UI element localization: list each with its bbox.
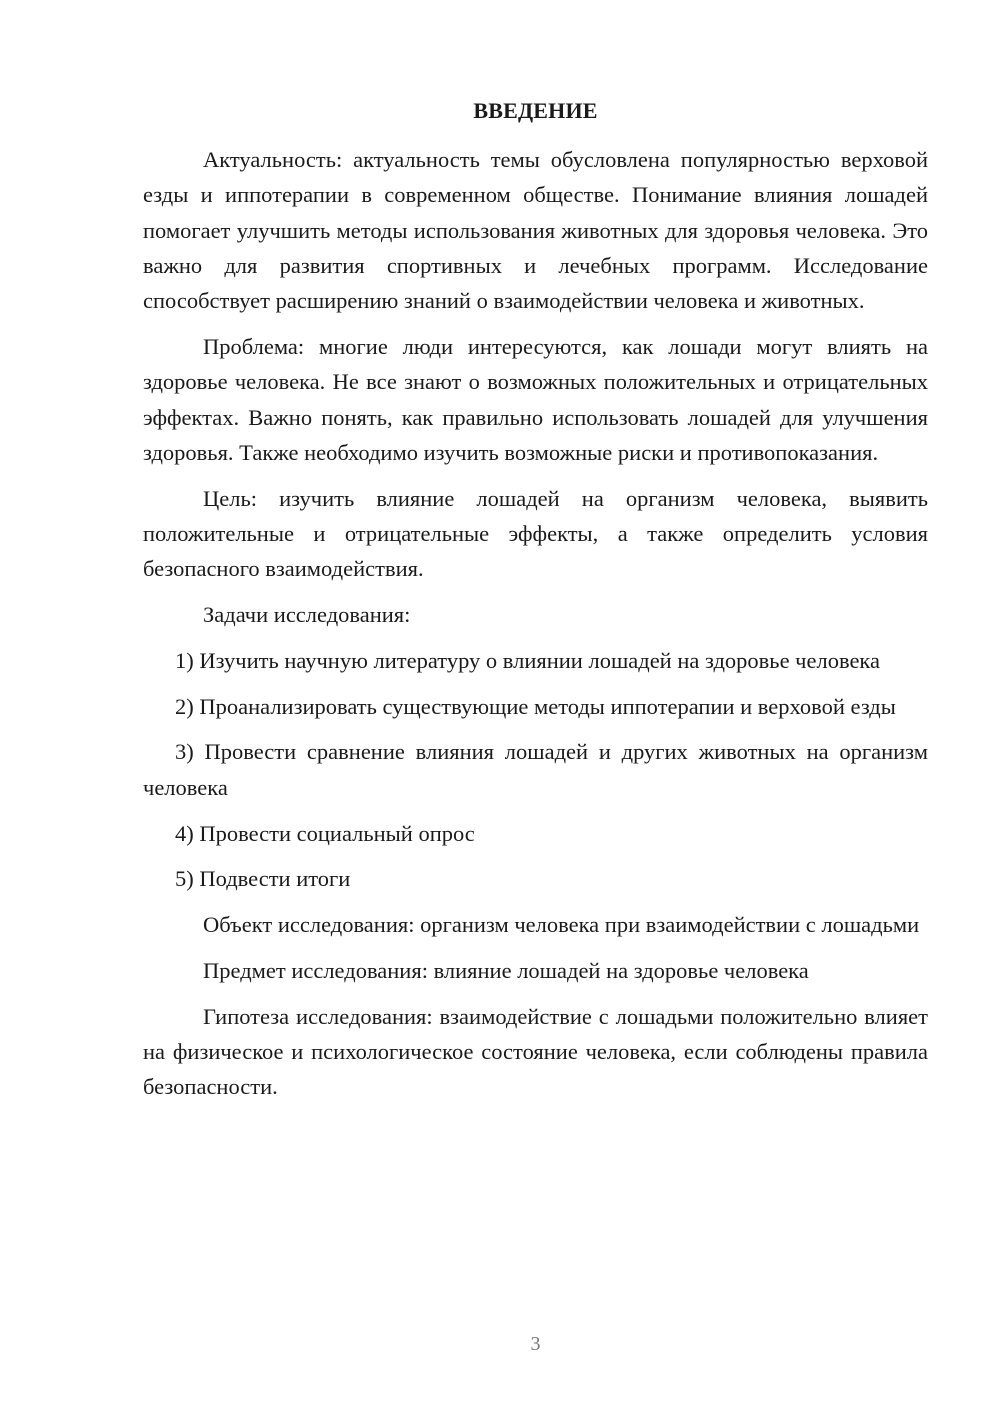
page-number: 3 bbox=[530, 1333, 541, 1355]
relevance-paragraph: Актуальность: актуальность темы обусловлена популярностью верховой езды и иппотерапии в современном обществе. Понимание влияния лошадей помогает улучшить методы использования животных для здоровья человека. Это важно для развития спортивных и лечебных программ. Исследование способствует расширению знаний о взаимодействии человека и животных. bbox=[143, 147, 928, 314]
tasks-heading: Задачи исследования: bbox=[203, 602, 411, 628]
task-item: 4) Провести социальный опрос bbox=[175, 820, 475, 846]
subject-paragraph: Предмет исследования: влияние лошадей на здоровье человека bbox=[203, 957, 809, 983]
task-item: 2) Проанализировать существующие методы иппотерапии и верховой езды bbox=[175, 693, 896, 719]
task-item: 1) Изучить научную литературу о влиянии лошадей на здоровье человека bbox=[175, 647, 881, 673]
problem-paragraph: Проблема: многие люди интересуются, как лошади могут влиять на здоровье человека. Не все знают о возможных положительных и отрицательных эффектах. Важно понять, как правильно использовать лошадей для улучшения здоровья. Также необходимо изучить возможные риски и противопоказания. bbox=[143, 333, 928, 465]
document-body bbox=[143, 142, 928, 1105]
page-title: ВВЕДЕНИЕ bbox=[473, 98, 598, 123]
hypothesis-paragraph: Гипотеза исследования: взаимодействие с лошадьми положительно влияет на физическое и психологическое состояние человека, если соблюдены правила безопасности. bbox=[143, 1003, 928, 1100]
document-page bbox=[143, 0, 928, 1414]
goal-paragraph: Цель: изучить влияние лошадей на организм человека, выявить положительные и отрицательные эффекты, а также определить условия безопасного взаимодействия. bbox=[143, 485, 928, 582]
task-item: 3) Провести сравнение влияния лошадей и других животных на организм человека bbox=[143, 739, 928, 800]
task-item: 5) Подвести итоги bbox=[175, 866, 351, 892]
object-paragraph: Объект исследования: организм человека при взаимодействии с лошадьми bbox=[203, 912, 920, 938]
